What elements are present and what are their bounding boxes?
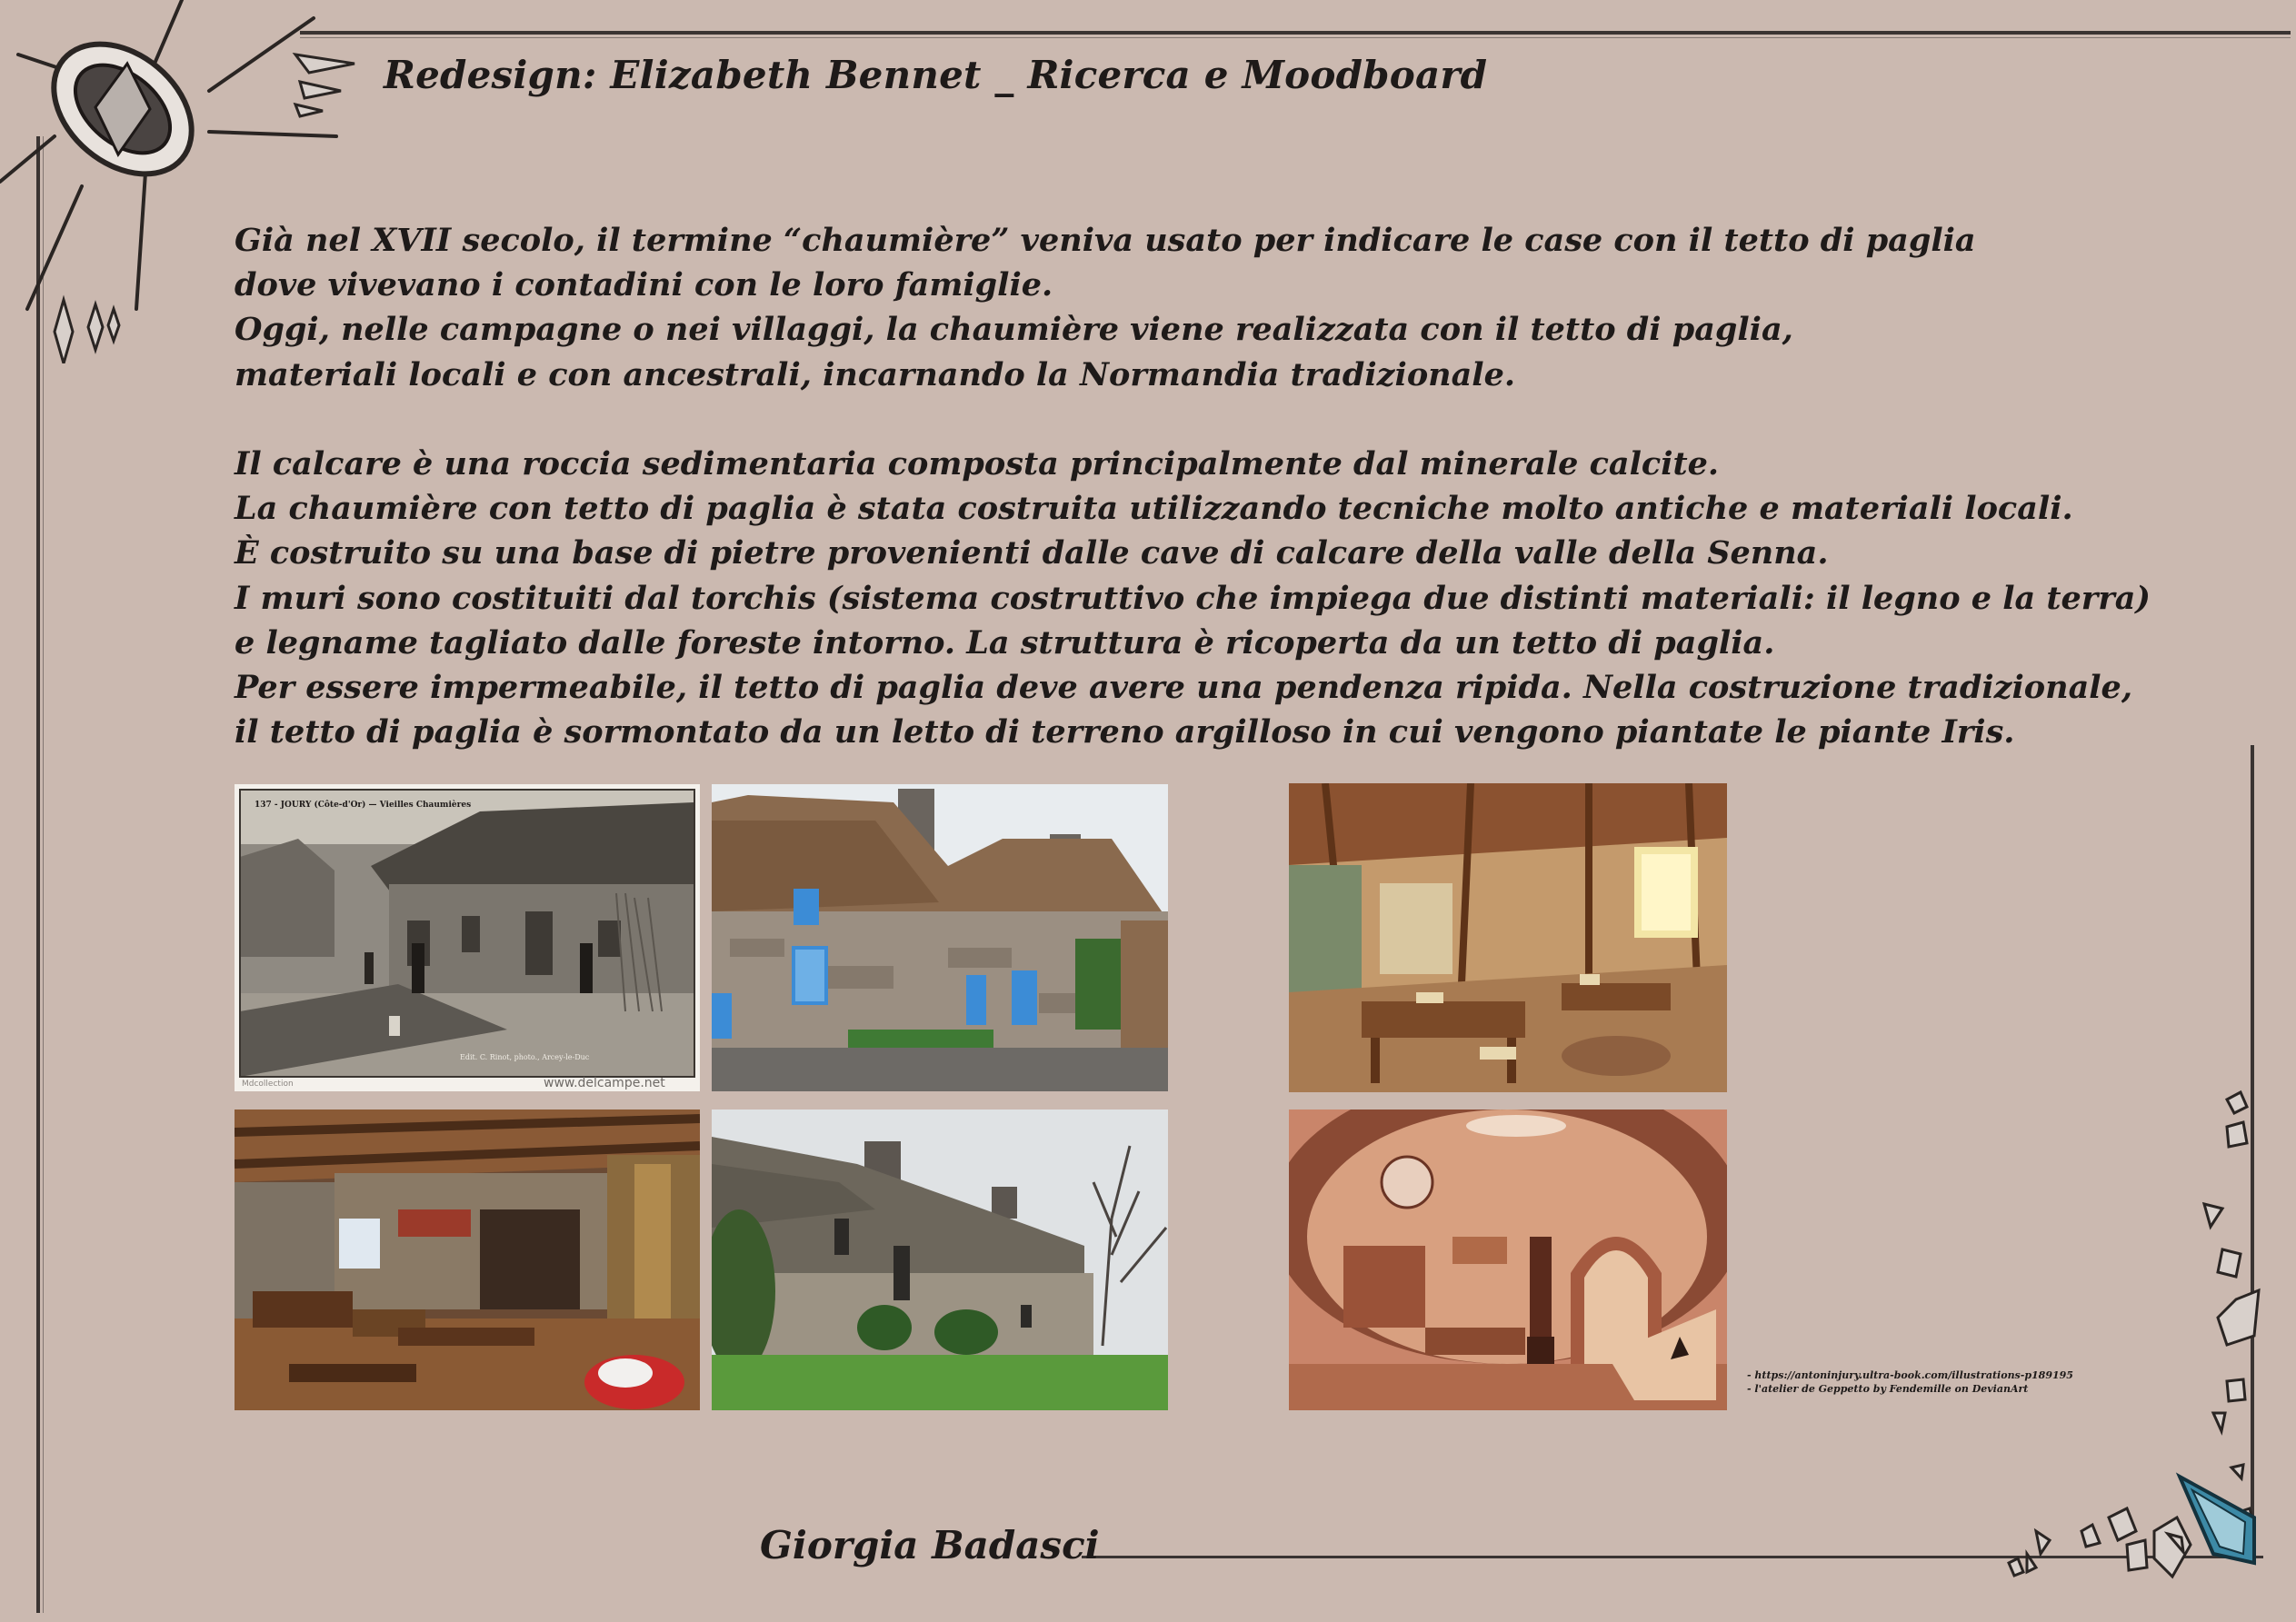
text-line: I muri sono costituiti dal torchis (sistema costruttivo che impiega due distinti materiali: il legno e la terra)	[235, 579, 2151, 617]
postcard-caption-bottom: Edit. C. Rinot, photo., Arcey-le-Duc	[460, 1053, 590, 1061]
credit-line: - l'atelier de Geppetto by Fendemille on DevianArt	[1747, 1383, 2029, 1395]
photo-thatched-cottage-blue-shutters	[712, 784, 1168, 1091]
page-title: Redesign: Elizabeth Bennet _ Ricerca e Moodboard	[384, 53, 1488, 97]
author-name: Giorgia Badasci	[760, 1523, 1100, 1567]
photo-vintage-postcard	[235, 784, 700, 1091]
postcard-watermark-right: www.delcampe.net	[544, 1076, 665, 1090]
illustration-geppetto-workshop	[1289, 1110, 1727, 1410]
text-line: e legname tagliato dalle foreste intorno. La struttura è ricoperta da un tetto di paglia.	[235, 623, 1775, 662]
illustration-workshop-interior	[1289, 783, 1727, 1092]
postcard-caption-top: 137 - JOURY (Côte-d'Or) — Vieilles Chaumières	[255, 801, 472, 810]
photo-rustic-interior	[235, 1110, 700, 1410]
text-line: La chaumière con tetto di paglia è stata costruita utilizzando tecniche molto antiche e materiali locali.	[235, 490, 2073, 528]
text-line: Per essere impermeabile, il tetto di paglia deve avere una pendenza ripida. Nella costruzione tradizionale,	[235, 669, 2133, 707]
frame-top-line-inner	[300, 37, 2291, 38]
text-line: Oggi, nelle campagne o nei villaggi, la chaumière viene realizzata con il tetto di paglia,	[235, 311, 1793, 349]
text-line: È costruito su una base di pietre provenienti dalle cave di calcare della valle della Senna.	[235, 534, 1829, 572]
frame-top-line	[300, 31, 2291, 35]
text-line: materiali locali e con ancestrali, incarnando la Normandia tradizionale.	[235, 355, 1516, 393]
credit-line[interactable]: - https://antoninjury.ultra-book.com/illustrations-p189195	[1747, 1369, 2073, 1381]
text-line: Il calcare è una roccia sedimentaria composta principalmente dal minerale calcite.	[235, 445, 1720, 483]
crystals-ornament-bottom-right	[1854, 1072, 2291, 1617]
image-credits	[1747, 1368, 2073, 1396]
body-text	[235, 218, 2151, 754]
paragraph-gap	[235, 397, 2071, 442]
postcard-watermark-left: Mdcollection	[242, 1080, 294, 1089]
text-line: il tetto di paglia è sormontato da un letto di terreno argilloso in cui vengono piantate le piante Iris.	[235, 713, 2015, 751]
photo-thatched-cottage-exterior	[712, 1110, 1168, 1410]
text-line: dove vivevano i contadini con le loro famiglie.	[235, 266, 1053, 304]
text-line: Già nel XVII secolo, il termine “chaumière” veniva usato per indicare le case con il tetto di paglia	[235, 222, 1976, 259]
